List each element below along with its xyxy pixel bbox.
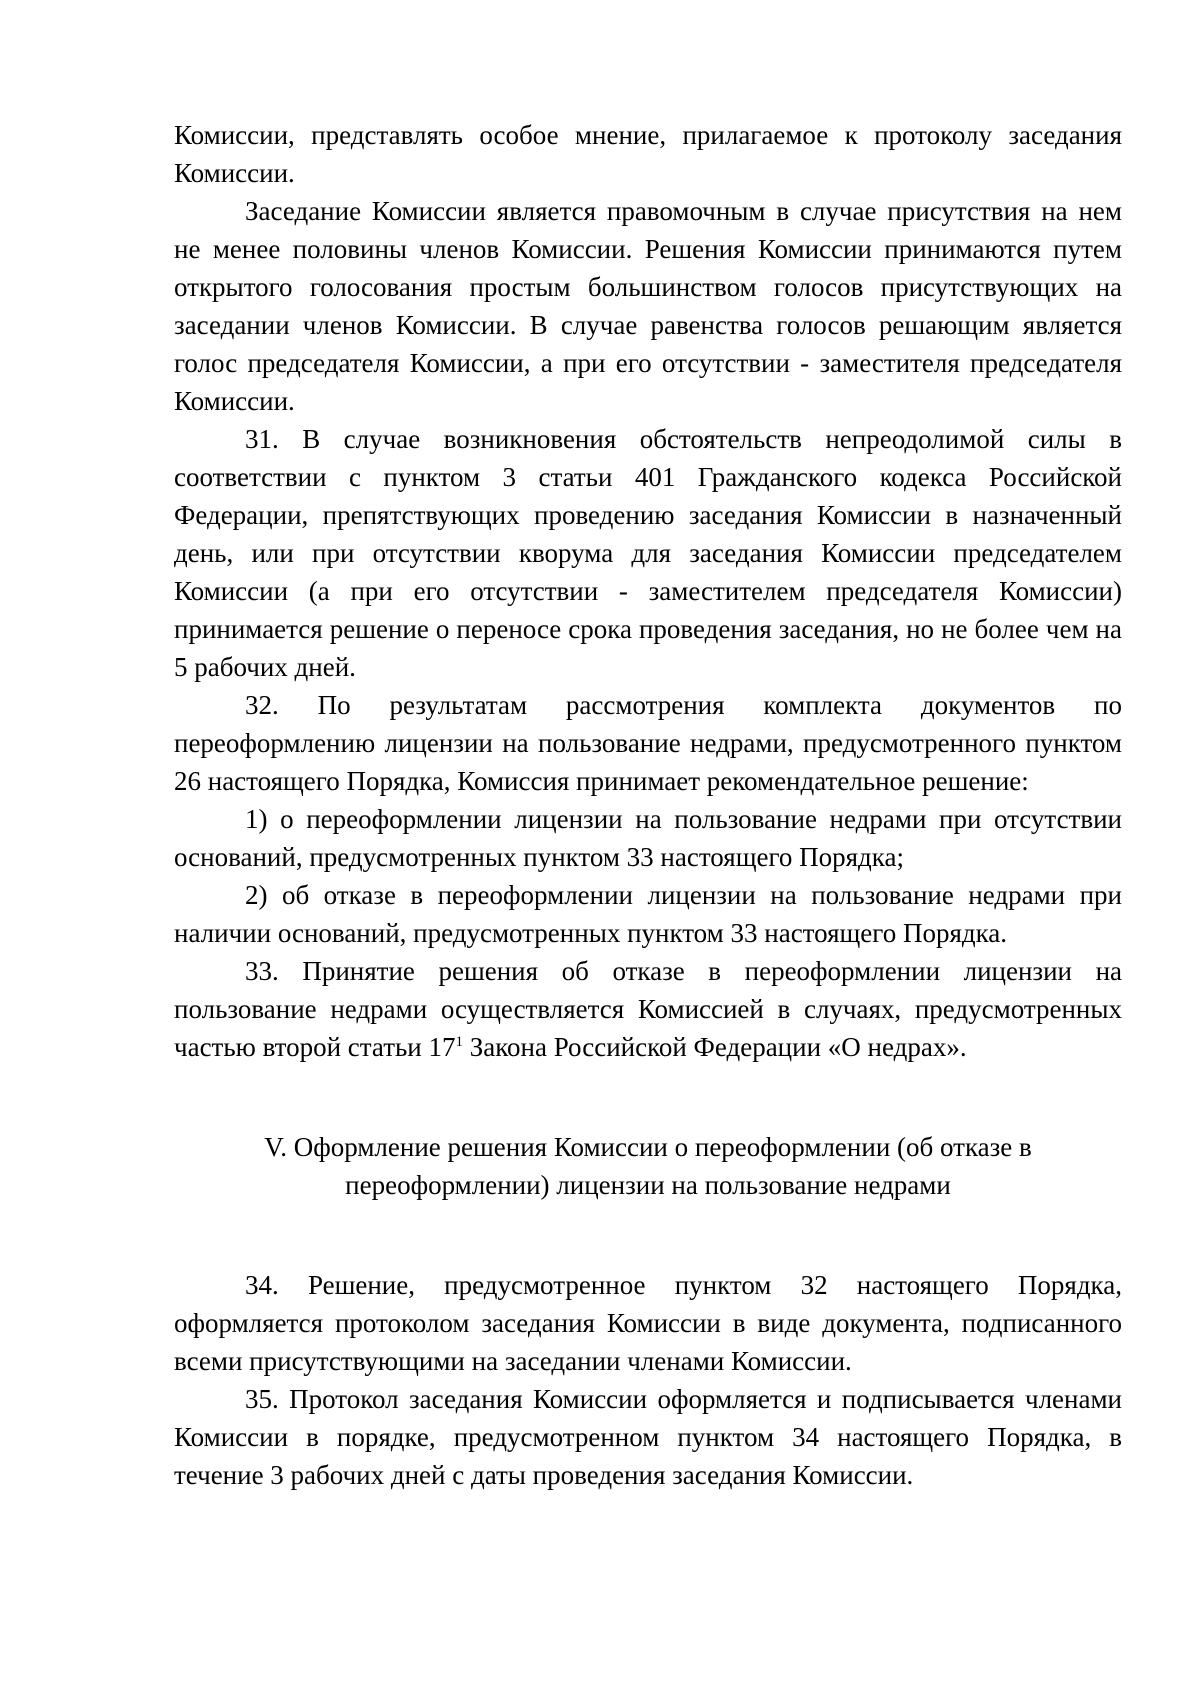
paragraph-33-text-before: 33. Принятие решения об отказе в переоформлении лицензии на пользование недрами осуществляется Комиссией в случаях, предусмотренных частью второй статьи 17 xyxy=(174,956,1122,1062)
section-heading-line-1: V. Оформление решения Комиссии о переоформлении (об отказе в xyxy=(264,1132,1032,1162)
paragraph-32-item-1: 1) о переоформлении лицензии на пользование недрами при отсутствии оснований, предусмотренных пунктом 33 настоящего Порядка; xyxy=(174,804,1122,872)
paragraph-continuation: Комиссии, представлять особое мнение, прилагаемое к протоколу заседания Комиссии. xyxy=(174,120,1122,188)
section-heading xyxy=(174,1128,1122,1204)
paragraph-33-superscript: 1 xyxy=(455,1034,464,1050)
paragraph-34: 34. Решение, предусмотренное пунктом 32 настоящего Порядка, оформляется протоколом заседания Комиссии в виде документа, подписанного всеми присутствующими на заседании членами Комиссии. xyxy=(174,1270,1122,1376)
paragraph-quorum: Заседание Комиссии является правомочным в случае присутствия на нем не менее половины членов Комиссии. Решения Комиссии принимаются путем открытого голосования простым большинством голосов присутствующих на заседании членов Комиссии. В случае равенства голосов решающим является голос председателя Комиссии, а при его отсутствии - заместителя председателя Комиссии. xyxy=(174,196,1122,416)
document-body xyxy=(174,116,1122,1494)
paragraph-32-item-2: 2) об отказе в переоформлении лицензии на пользование недрами при наличии оснований, предусмотренных пунктом 33 настоящего Порядка. xyxy=(174,880,1122,948)
paragraph-32: 32. По результатам рассмотрения комплекта документов по переоформлению лицензии на пользование недрами, предусмотренного пунктом 26 настоящего Порядка, Комиссия принимает рекомендательное решение: xyxy=(174,690,1122,796)
paragraph-33 xyxy=(174,952,1122,1066)
paragraph-31: 31. В случае возникновения обстоятельств непреодолимой силы в соответствии с пунктом 3 статьи 401 Гражданского кодекса Российской Федерации, препятствующих проведению заседания Комиссии в назначенный день, или при отсутствии кворума для заседания Комиссии председателем Комиссии (а при его отсутствии - заместителем председателя Комиссии) принимается решение о переносе срока проведения заседания, но не более чем на 5 рабочих дней. xyxy=(174,424,1122,682)
paragraph-33-text-after: Закона Российской Федерации «О недрах». xyxy=(463,1032,967,1062)
paragraph-35: 35. Протокол заседания Комиссии оформляется и подписывается членами Комиссии в порядке, предусмотренном пунктом 34 настоящего Порядка, в течение 3 рабочих дней с даты проведения заседания Комиссии. xyxy=(174,1384,1122,1490)
section-heading-line-2: переоформлении) лицензии на пользование недрами xyxy=(345,1170,951,1200)
